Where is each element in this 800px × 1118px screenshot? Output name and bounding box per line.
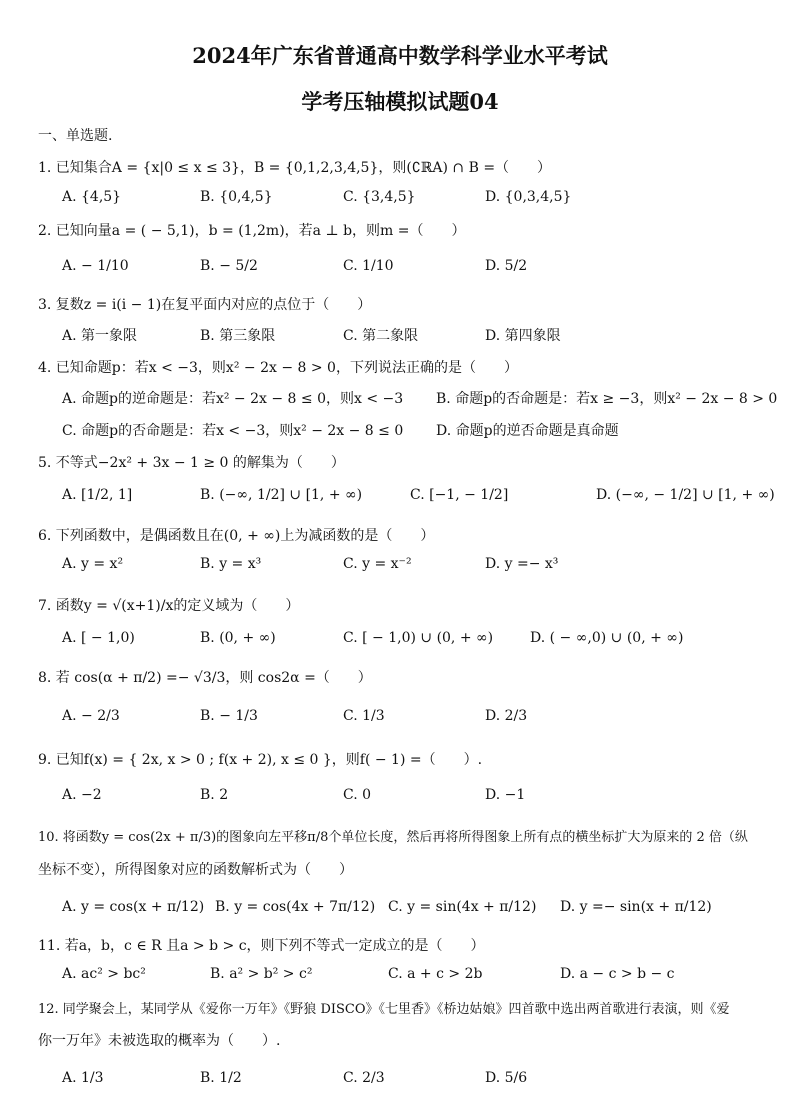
question-1-stem: 1. 已知集合A = {x|0 ≤ x ≤ 3}，B = {0,1,2,3,4,5}，则(∁ℝA) ∩ B =（ ） <box>38 160 552 176</box>
question-2-option-d: D. 5/2 <box>485 258 528 274</box>
question-10-stem-continued: 坐标不变），所得图象对应的函数解析式为（ ） <box>38 862 353 878</box>
question-9-stem: 9. 已知f(x) = { 2x, x > 0 ; f(x + 2), x ≤ 0 }，则f( − 1) =（ ）. <box>38 752 483 768</box>
question-4-option-a: A. 命题p的逆命题是：若x² − 2x − 8 ≤ 0，则x < −3 <box>62 391 404 407</box>
question-7-option-c: C. [ − 1,0) ∪ (0, + ∞) <box>343 630 494 646</box>
question-6-stem: 6. 下列函数中，是偶函数且在(0, + ∞)上为减函数的是（ ） <box>38 528 435 544</box>
question-2-option-c: C. 1/10 <box>343 258 394 274</box>
question-10-stem: 10. 将函数y = cos(2x + π/3)的图象向左平移π/8个单位长度，然后再将所得图象上所有点的横坐标扩大为原来的 2 倍（纵 <box>38 830 748 845</box>
question-1-option-c: C. {3,4,5} <box>343 189 416 205</box>
question-9-option-a: A. −2 <box>62 787 102 803</box>
question-8-option-d: D. 2/3 <box>485 708 528 724</box>
question-7-option-a: A. [ − 1,0) <box>62 630 135 646</box>
question-11-option-a: A. ac² > bc² <box>62 966 146 982</box>
page-title-line2: 学考压轴模拟试题04 <box>301 89 499 114</box>
question-11-stem: 11. 若a，b，c ∈ R 且a > b > c，则下列不等式一定成立的是（ ） <box>38 938 485 954</box>
question-11-option-d: D. a − c > b − c <box>560 966 675 982</box>
page-title-line1: 2024年广东省普通高中数学科学业水平考试 <box>192 43 608 68</box>
question-3-option-b: B. 第三象限 <box>200 328 276 344</box>
question-3-option-d: D. 第四象限 <box>485 328 561 344</box>
question-5-option-a: A. [1/2, 1] <box>62 487 133 503</box>
question-5-stem: 5. 不等式−2x² + 3x − 1 ≥ 0 的解集为（ ） <box>38 455 345 471</box>
question-2-stem: 2. 已知向量a = ( − 5,1)，b = (1,2m)，若a ⊥ b，则m =（ ） <box>38 223 466 239</box>
question-12-option-b: B. 1/2 <box>200 1070 242 1086</box>
question-10-option-d: D. y =− sin(x + π/12) <box>560 899 712 915</box>
question-11-option-c: C. a + c > 2b <box>388 966 483 982</box>
question-1-option-b: B. {0,4,5} <box>200 189 273 205</box>
question-1-option-a: A. {4,5} <box>62 189 122 205</box>
question-3-option-c: C. 第二象限 <box>343 328 419 344</box>
question-8-option-c: C. 1/3 <box>343 708 385 724</box>
section-heading: 一、单选题. <box>38 128 113 144</box>
question-6-option-b: B. y = x³ <box>200 556 262 572</box>
question-8-option-a: A. − 2/3 <box>62 708 120 724</box>
question-11-option-b: B. a² > b² > c² <box>210 966 313 982</box>
question-10-option-b: B. y = cos(4x + 7π/12) <box>215 899 376 915</box>
question-9-option-d: D. −1 <box>485 787 526 803</box>
question-2-option-a: A. − 1/10 <box>62 258 129 274</box>
question-1-option-d: D. {0,3,4,5} <box>485 189 572 205</box>
question-10-option-a: A. y = cos(x + π/12) <box>62 899 205 915</box>
question-12-option-c: C. 2/3 <box>343 1070 385 1086</box>
question-5-option-c: C. [−1, − 1/2] <box>410 487 509 503</box>
question-5-option-b: B. (−∞, 1/2] ∪ [1, + ∞) <box>200 487 363 503</box>
question-6-option-d: D. y =− x³ <box>485 556 559 572</box>
question-7-stem: 7. 函数y = √(x+1)/x的定义域为（ ） <box>38 598 300 614</box>
question-3-stem: 3. 复数z = i(i − 1)在复平面内对应的点位于（ ） <box>38 297 372 313</box>
question-7-option-b: B. (0, + ∞) <box>200 630 276 646</box>
question-10-option-c: C. y = sin(4x + π/12) <box>388 899 537 915</box>
question-8-option-b: B. − 1/3 <box>200 708 258 724</box>
question-8-stem: 8. 若 cos(α + π/2) =− √3/3，则 cos2α =（ ） <box>38 670 372 686</box>
question-4-option-b: B. 命题p的否命题是：若x ≥ −3，则x² − 2x − 8 > 0 <box>436 391 778 407</box>
question-3-option-a: A. 第一象限 <box>62 328 138 344</box>
question-4-option-d: D. 命题p的逆否命题是真命题 <box>436 423 619 439</box>
question-12-option-a: A. 1/3 <box>62 1070 104 1086</box>
question-6-option-c: C. y = x⁻² <box>343 556 412 572</box>
question-12-option-d: D. 5/6 <box>485 1070 528 1086</box>
question-4-option-c: C. 命题p的否命题是：若x < −3，则x² − 2x − 8 ≤ 0 <box>62 423 404 439</box>
question-12-stem-continued: 你一万年》未被选取的概率为（ ）. <box>38 1033 281 1049</box>
question-5-option-d: D. (−∞, − 1/2] ∪ [1, + ∞) <box>596 487 775 503</box>
question-9-option-b: B. 2 <box>200 787 229 803</box>
question-7-option-d: D. ( − ∞,0) ∪ (0, + ∞) <box>530 630 684 646</box>
question-12-stem: 12. 同学聚会上，某同学从《爱你一万年》《野狼 DISCO》《七里香》《桥边姑娘》四首歌中选出两首歌进行表演，则《爱 <box>38 1002 730 1017</box>
question-9-option-c: C. 0 <box>343 787 372 803</box>
question-4-stem: 4. 已知命题p：若x < −3，则x² − 2x − 8 > 0，下列说法正确的是（ ） <box>38 360 518 376</box>
question-2-option-b: B. − 5/2 <box>200 258 258 274</box>
question-6-option-a: A. y = x² <box>62 556 124 572</box>
